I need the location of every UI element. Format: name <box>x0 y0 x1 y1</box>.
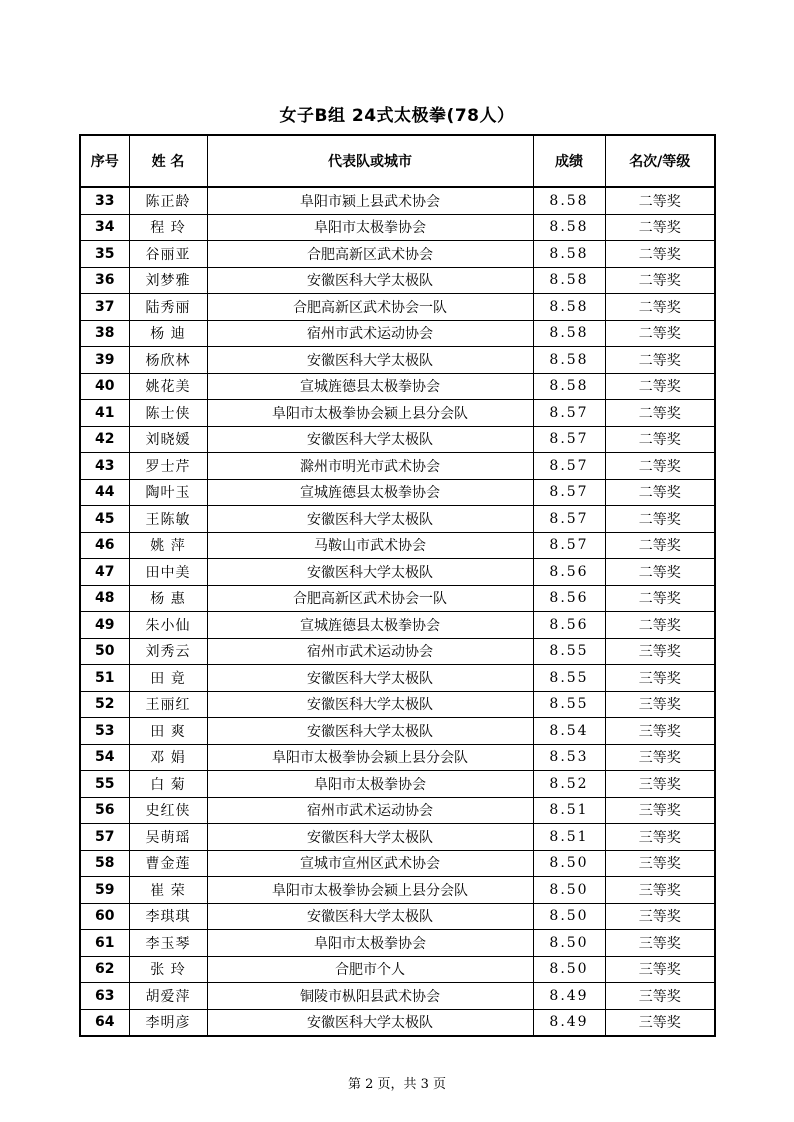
rank-award: 二等奖 <box>605 532 715 559</box>
team-name: 安徽医科大学太极队 <box>207 903 533 930</box>
table-row <box>80 1009 715 1036</box>
rank-award: 三等奖 <box>605 983 715 1010</box>
table-row <box>80 479 715 506</box>
score: 8.49 <box>533 983 605 1010</box>
table-row <box>80 930 715 957</box>
score: 8.55 <box>533 638 605 665</box>
athlete-name: 李明彦 <box>129 1009 207 1036</box>
score: 8.57 <box>533 506 605 533</box>
team-name: 滁州市明光市武术协会 <box>207 453 533 480</box>
row-number: 35 <box>80 241 129 268</box>
row-number: 39 <box>80 347 129 374</box>
rank-award: 三等奖 <box>605 771 715 798</box>
team-name: 阜阳市太极拳协会 <box>207 771 533 798</box>
athlete-name: 王陈敏 <box>129 506 207 533</box>
row-number: 52 <box>80 691 129 718</box>
team-name: 宿州市武术运动协会 <box>207 320 533 347</box>
team-name: 阜阳市太极拳协会颍上县分会队 <box>207 877 533 904</box>
athlete-name: 陈士侠 <box>129 400 207 427</box>
team-name: 安徽医科大学太极队 <box>207 824 533 851</box>
athlete-name: 史红侠 <box>129 797 207 824</box>
rank-award: 三等奖 <box>605 744 715 771</box>
row-number: 63 <box>80 983 129 1010</box>
team-name: 宿州市武术运动协会 <box>207 797 533 824</box>
team-name: 安徽医科大学太极队 <box>207 267 533 294</box>
team-name: 合肥市个人 <box>207 956 533 983</box>
table-row <box>80 850 715 877</box>
athlete-name: 白 菊 <box>129 771 207 798</box>
table-row <box>80 426 715 453</box>
rank-award: 三等奖 <box>605 930 715 957</box>
rank-award: 二等奖 <box>605 294 715 321</box>
row-number: 61 <box>80 930 129 957</box>
rank-award: 二等奖 <box>605 347 715 374</box>
team-name: 宣城旌德县太极拳协会 <box>207 479 533 506</box>
rank-award: 二等奖 <box>605 267 715 294</box>
athlete-name: 田 爽 <box>129 718 207 745</box>
team-name: 宿州市武术运动协会 <box>207 638 533 665</box>
table-row <box>80 320 715 347</box>
athlete-name: 谷丽亚 <box>129 241 207 268</box>
score: 8.57 <box>533 479 605 506</box>
team-name: 铜陵市枞阳县武术协会 <box>207 983 533 1010</box>
team-name: 安徽医科大学太极队 <box>207 559 533 586</box>
row-number: 50 <box>80 638 129 665</box>
score: 8.58 <box>533 241 605 268</box>
row-number: 36 <box>80 267 129 294</box>
rank-award: 二等奖 <box>605 585 715 612</box>
rank-award: 二等奖 <box>605 320 715 347</box>
score: 8.49 <box>533 1009 605 1036</box>
team-name: 阜阳市颍上县武术协会 <box>207 187 533 214</box>
team-name: 合肥高新区武术协会一队 <box>207 294 533 321</box>
row-number: 64 <box>80 1009 129 1036</box>
athlete-name: 陈正龄 <box>129 187 207 214</box>
row-number: 40 <box>80 373 129 400</box>
table-row <box>80 241 715 268</box>
score: 8.50 <box>533 930 605 957</box>
athlete-name: 陶叶玉 <box>129 479 207 506</box>
athlete-name: 张 玲 <box>129 956 207 983</box>
rank-award: 二等奖 <box>605 612 715 639</box>
score: 8.58 <box>533 267 605 294</box>
row-number: 60 <box>80 903 129 930</box>
table-header-row <box>80 135 715 187</box>
athlete-name: 胡爱萍 <box>129 983 207 1010</box>
team-name: 合肥高新区武术协会 <box>207 241 533 268</box>
score: 8.58 <box>533 187 605 214</box>
table-row <box>80 294 715 321</box>
table-row <box>80 983 715 1010</box>
rank-award: 三等奖 <box>605 877 715 904</box>
score: 8.58 <box>533 214 605 241</box>
rank-award: 三等奖 <box>605 956 715 983</box>
table-row <box>80 400 715 427</box>
rank-award: 二等奖 <box>605 426 715 453</box>
team-name: 阜阳市太极拳协会颍上县分会队 <box>207 400 533 427</box>
team-name: 安徽医科大学太极队 <box>207 691 533 718</box>
score: 8.51 <box>533 797 605 824</box>
athlete-name: 刘梦雅 <box>129 267 207 294</box>
table-row <box>80 559 715 586</box>
row-number: 57 <box>80 824 129 851</box>
table-body <box>80 187 715 1036</box>
athlete-name: 程 玲 <box>129 214 207 241</box>
rank-award: 二等奖 <box>605 241 715 268</box>
score: 8.58 <box>533 320 605 347</box>
header-name: 姓 名 <box>129 135 207 187</box>
table-row <box>80 214 715 241</box>
team-name: 安徽医科大学太极队 <box>207 665 533 692</box>
table-row <box>80 453 715 480</box>
rank-award: 三等奖 <box>605 665 715 692</box>
row-number: 44 <box>80 479 129 506</box>
team-name: 安徽医科大学太极队 <box>207 347 533 374</box>
row-number: 33 <box>80 187 129 214</box>
row-number: 56 <box>80 797 129 824</box>
rank-award: 三等奖 <box>605 638 715 665</box>
team-name: 安徽医科大学太极队 <box>207 1009 533 1036</box>
team-name: 宣城旌德县太极拳协会 <box>207 373 533 400</box>
row-number: 37 <box>80 294 129 321</box>
table-row <box>80 691 715 718</box>
header-rank: 名次/等级 <box>605 135 715 187</box>
score: 8.57 <box>533 453 605 480</box>
athlete-name: 田中美 <box>129 559 207 586</box>
row-number: 46 <box>80 532 129 559</box>
athlete-name: 姚花美 <box>129 373 207 400</box>
row-number: 34 <box>80 214 129 241</box>
team-name: 阜阳市太极拳协会 <box>207 214 533 241</box>
score: 8.52 <box>533 771 605 798</box>
score: 8.53 <box>533 744 605 771</box>
table-row <box>80 532 715 559</box>
score: 8.50 <box>533 850 605 877</box>
table-row <box>80 744 715 771</box>
header-no: 序号 <box>80 135 129 187</box>
athlete-name: 吴萌瑶 <box>129 824 207 851</box>
row-number: 53 <box>80 718 129 745</box>
table-row <box>80 824 715 851</box>
athlete-name: 李琪琪 <box>129 903 207 930</box>
row-number: 55 <box>80 771 129 798</box>
athlete-name: 曹金莲 <box>129 850 207 877</box>
score: 8.51 <box>533 824 605 851</box>
score: 8.56 <box>533 585 605 612</box>
score: 8.55 <box>533 691 605 718</box>
row-number: 38 <box>80 320 129 347</box>
rank-award: 三等奖 <box>605 718 715 745</box>
row-number: 58 <box>80 850 129 877</box>
table-row <box>80 771 715 798</box>
table-row <box>80 187 715 214</box>
score: 8.50 <box>533 877 605 904</box>
team-name: 安徽医科大学太极队 <box>207 506 533 533</box>
table-row <box>80 638 715 665</box>
document-title: 女子B组 24式太极拳(78人） <box>279 106 515 126</box>
row-number: 62 <box>80 956 129 983</box>
team-name: 马鞍山市武术协会 <box>207 532 533 559</box>
athlete-name: 杨欣林 <box>129 347 207 374</box>
team-name: 安徽医科大学太极队 <box>207 718 533 745</box>
page-footer: 第 2 页，共 3 页 <box>347 1077 447 1092</box>
team-name: 安徽医科大学太极队 <box>207 426 533 453</box>
athlete-name: 杨 惠 <box>129 585 207 612</box>
score: 8.50 <box>533 903 605 930</box>
score: 8.57 <box>533 400 605 427</box>
score: 8.58 <box>533 373 605 400</box>
row-number: 59 <box>80 877 129 904</box>
rank-award: 二等奖 <box>605 479 715 506</box>
score: 8.56 <box>533 612 605 639</box>
table-row <box>80 612 715 639</box>
score: 8.58 <box>533 347 605 374</box>
table-row <box>80 347 715 374</box>
results-table <box>79 134 716 1037</box>
athlete-name: 罗士芹 <box>129 453 207 480</box>
score: 8.56 <box>533 559 605 586</box>
athlete-name: 田 竟 <box>129 665 207 692</box>
score: 8.57 <box>533 426 605 453</box>
table-row <box>80 373 715 400</box>
rank-award: 二等奖 <box>605 453 715 480</box>
team-name: 宣城市宣州区武术协会 <box>207 850 533 877</box>
header-score: 成绩 <box>533 135 605 187</box>
table-row <box>80 877 715 904</box>
score: 8.50 <box>533 956 605 983</box>
athlete-name: 李玉琴 <box>129 930 207 957</box>
table-row <box>80 903 715 930</box>
table-row <box>80 797 715 824</box>
rank-award: 三等奖 <box>605 797 715 824</box>
athlete-name: 杨 迪 <box>129 320 207 347</box>
rank-award: 二等奖 <box>605 400 715 427</box>
row-number: 45 <box>80 506 129 533</box>
rank-award: 三等奖 <box>605 903 715 930</box>
score: 8.57 <box>533 532 605 559</box>
rank-award: 二等奖 <box>605 214 715 241</box>
rank-award: 三等奖 <box>605 691 715 718</box>
score: 8.55 <box>533 665 605 692</box>
header-team: 代表队或城市 <box>207 135 533 187</box>
rank-award: 二等奖 <box>605 559 715 586</box>
athlete-name: 崔 荣 <box>129 877 207 904</box>
row-number: 49 <box>80 612 129 639</box>
athlete-name: 姚 萍 <box>129 532 207 559</box>
rank-award: 三等奖 <box>605 1009 715 1036</box>
team-name: 合肥高新区武术协会一队 <box>207 585 533 612</box>
row-number: 41 <box>80 400 129 427</box>
rank-award: 三等奖 <box>605 850 715 877</box>
athlete-name: 王丽红 <box>129 691 207 718</box>
team-name: 宣城旌德县太极拳协会 <box>207 612 533 639</box>
row-number: 48 <box>80 585 129 612</box>
team-name: 阜阳市太极拳协会 <box>207 930 533 957</box>
row-number: 42 <box>80 426 129 453</box>
team-name: 阜阳市太极拳协会颍上县分会队 <box>207 744 533 771</box>
row-number: 43 <box>80 453 129 480</box>
athlete-name: 朱小仙 <box>129 612 207 639</box>
row-number: 47 <box>80 559 129 586</box>
table-row <box>80 956 715 983</box>
table-row <box>80 506 715 533</box>
rank-award: 二等奖 <box>605 187 715 214</box>
athlete-name: 陆秀丽 <box>129 294 207 321</box>
table-row <box>80 267 715 294</box>
row-number: 51 <box>80 665 129 692</box>
rank-award: 二等奖 <box>605 373 715 400</box>
table-row <box>80 665 715 692</box>
athlete-name: 刘秀云 <box>129 638 207 665</box>
table-row <box>80 718 715 745</box>
athlete-name: 邓 娟 <box>129 744 207 771</box>
score: 8.54 <box>533 718 605 745</box>
table-row <box>80 585 715 612</box>
row-number: 54 <box>80 744 129 771</box>
score: 8.58 <box>533 294 605 321</box>
athlete-name: 刘晓媛 <box>129 426 207 453</box>
rank-award: 三等奖 <box>605 824 715 851</box>
rank-award: 二等奖 <box>605 506 715 533</box>
